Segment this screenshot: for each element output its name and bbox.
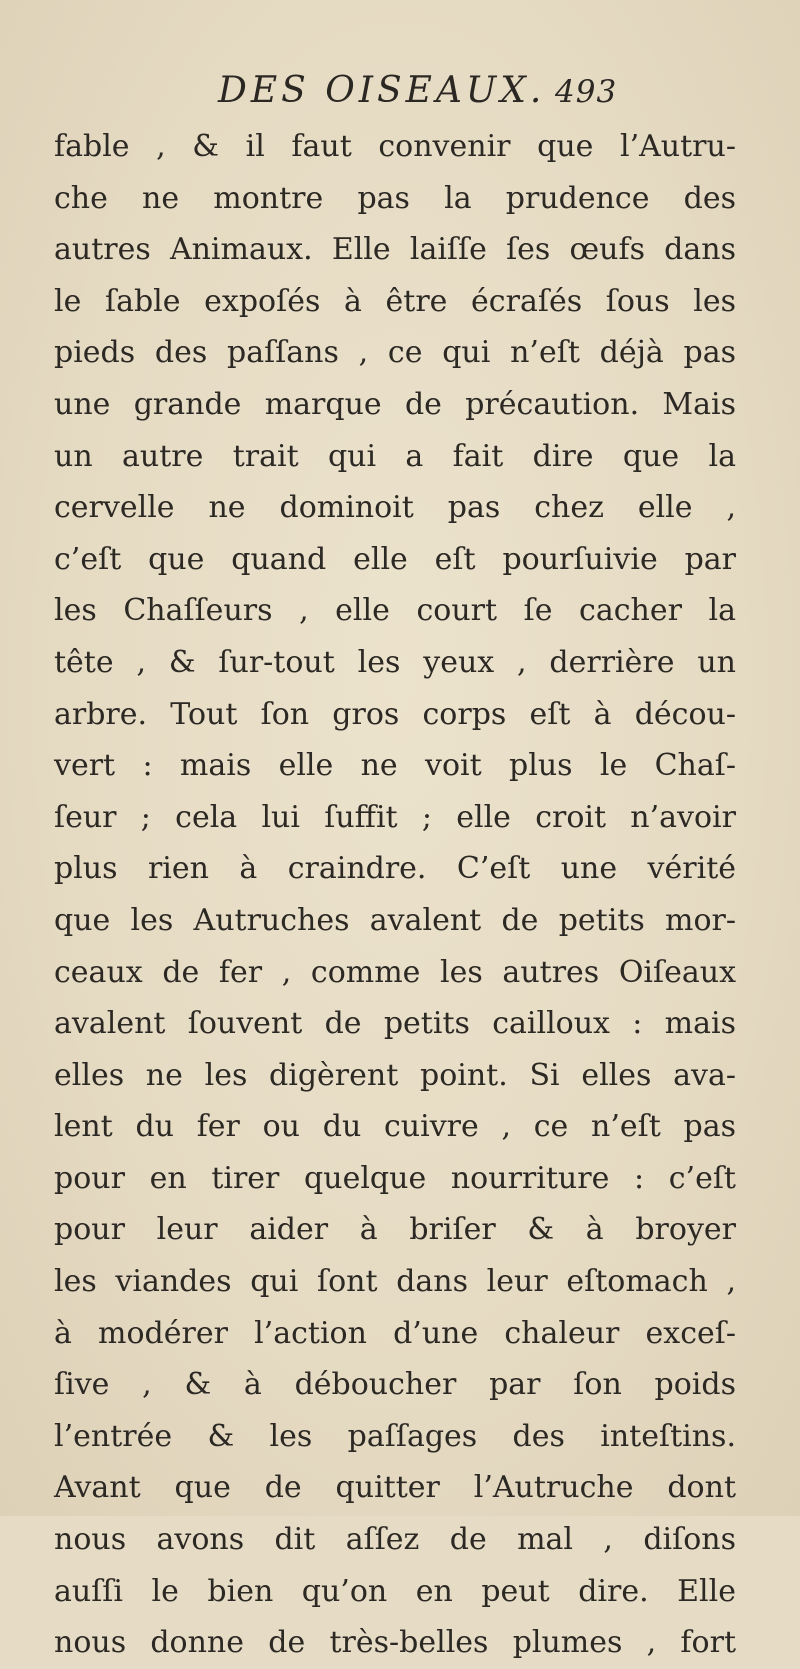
text-line: fable , & il faut convenir que l’Autru- [54,129,736,164]
text-line: nous donne de très-belles plumes , fort [54,1625,736,1661]
running-title: DES OISEAUX. [218,70,546,111]
text-line: lent du fer ou du cuivre , ce n’eſt pas [54,1109,736,1145]
text-line: les Chaſſeurs , elle court ſe cacher la [54,593,736,629]
text-line: les viandes qui ſont dans leur eſtomach , [54,1264,736,1300]
text-line: vert : mais elle ne voit plus le Chaſ- [54,748,736,784]
text-line: nous avons dit aſſez de mal , diſons [54,1522,736,1558]
text-line: auſſi le bien qu’on en peut dire. Elle [54,1573,736,1609]
page-header [0,62,800,122]
text-line: plus rien à craindre. C’eſt une vérité [54,851,736,887]
text-line: pour leur aider à briſer & à broyer [54,1212,736,1248]
text-line: le ſable expoſés à être écraſés ſous les [54,283,736,319]
text-line: à modérer l’action d’une chaleur exceſ- [54,1315,736,1351]
text-line: autres Animaux. Elle laiſſe ſes œufs dans [54,232,736,268]
text-line: l’entrée & les paſſages des inteſtins. [54,1418,736,1454]
text-line: cervelle ne dominoit pas chez elle , [54,490,736,526]
text-line: elles ne les digèrent point. Si elles ava- [54,1057,736,1093]
text-line: une grande marque de précaution. Mais [54,386,736,422]
text-line: ſeur ; cela lui ſuffit ; elle croit n’avoir [54,799,736,835]
text-line: che ne montre pas la prudence des [54,180,736,216]
text-line: un autre trait qui a fait dire que la [54,438,736,474]
text-line: tête , & ſur-tout les yeux , derrière un [54,644,736,680]
text-line: c’eſt que quand elle eſt pourſuivie par [54,541,736,577]
text-line: arbre. Tout ſon gros corps eſt à décou- [54,696,736,732]
text-line: pieds des paſſans , ce qui n’eſt déjà pas [54,335,736,371]
text-line: avalent ſouvent de petits cailloux : mais [54,1006,736,1042]
body-text [54,121,736,1669]
text-line: Avant que de quitter l’Autruche dont [54,1470,736,1506]
text-line: que les Autruches avalent de petits mor- [54,902,736,938]
page-number: 493 [555,74,618,110]
text-line: pour en tirer quelque nourriture : c’eſt [54,1160,736,1196]
text-line: ſive , & à déboucher par ſon poids [54,1367,736,1403]
text-line: ceaux de fer , comme les autres Oiſeaux [54,954,736,990]
